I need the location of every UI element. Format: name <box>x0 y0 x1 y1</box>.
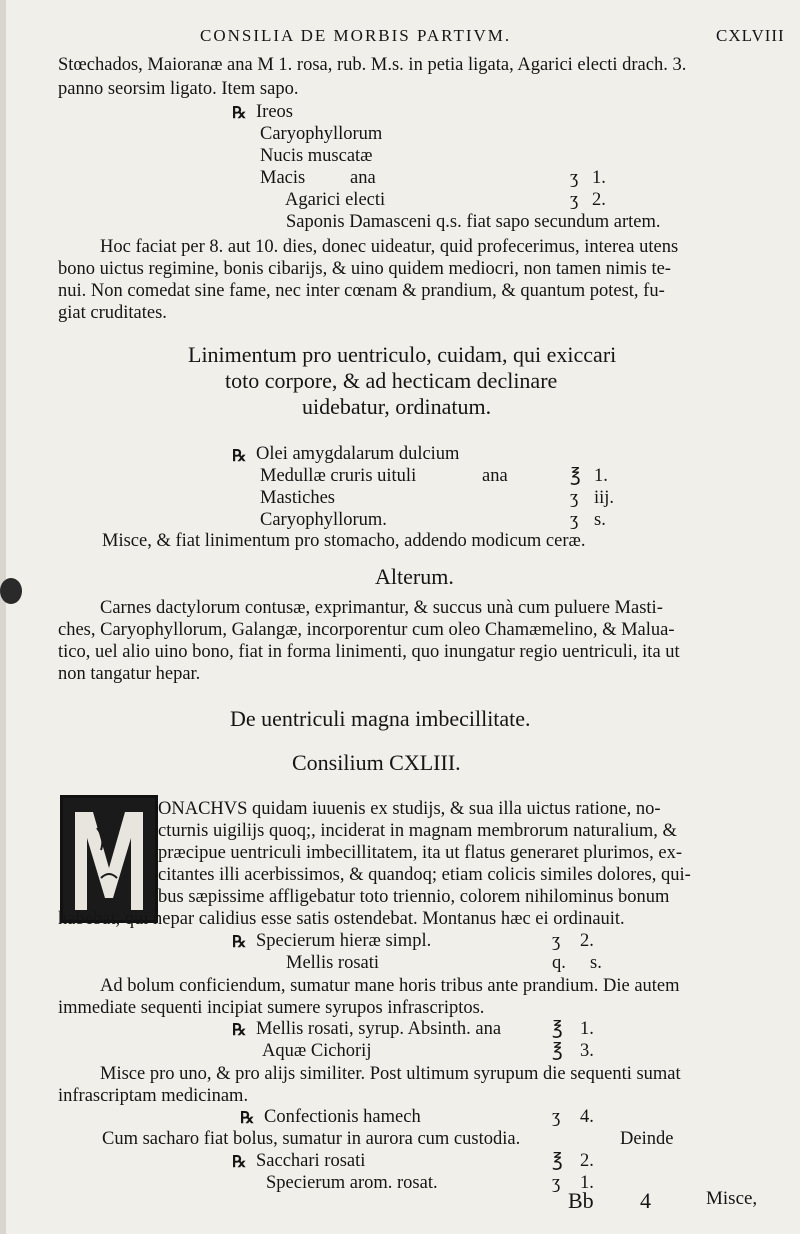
dose-qty: 1. <box>592 168 606 188</box>
dose-symbol: ℥ <box>552 1019 563 1039</box>
dose-symbol: ʒ <box>552 1173 561 1193</box>
text-line: Misce, & fiat linimentum pro stomacho, addendo modicum ceræ. <box>102 531 586 551</box>
dose-symbol: ℥ <box>552 1151 563 1171</box>
ingredient: Caryophyllorum <box>260 124 383 144</box>
text-line: Deinde <box>620 1129 674 1149</box>
dose-symbol: ʒ <box>552 931 561 951</box>
section-heading: Linimentum pro uentriculo, cuidam, qui exiccari <box>188 342 617 367</box>
text-line: non tangatur hepar. <box>58 664 201 684</box>
text-line: infrascriptam medicinam. <box>58 1086 249 1106</box>
signature-mark: Bb <box>568 1188 594 1213</box>
section-heading: Alterum. <box>375 564 454 589</box>
text-line: ches, Caryophyllorum, Galangæ, incorporentur cum oleo Chamæmelino, & Malua- <box>58 620 675 640</box>
signature-number: 4 <box>640 1188 651 1213</box>
dose-qty: 1. <box>580 1019 594 1039</box>
consilium-heading: Consilium CXLIII. <box>292 750 461 775</box>
dose-symbol: q. <box>552 953 566 973</box>
ingredient: Specierum arom. rosat. <box>266 1173 438 1193</box>
text-line: tico, uel alio uino bono, fiat in forma linimenti, quo inungatur regio uentriculi, ita ut <box>58 642 680 662</box>
dose-qty: 1. <box>594 466 608 486</box>
text-line: Hoc faciat per 8. aut 10. dies, donec uideatur, quid profecerimus, interea utens <box>100 237 679 257</box>
ingredient: Specierum hieræ simpl. <box>256 931 432 951</box>
section-heading: uidebatur, ordinatum. <box>302 394 492 419</box>
text-line: Stœchados, Maioranæ ana M 1. rosa, rub. M.s. in petia ligata, Agarici electi drach. 3. <box>58 55 687 75</box>
ingredient: Olei amygdalarum dulcium <box>256 444 460 464</box>
text-line: præcipue uentriculi imbecillitatem, ita ut flatus generaret plurimos, ex- <box>158 843 682 863</box>
text-line: Carnes dactylorum contusæ, exprimantur, & succus unà cum puluere Masti- <box>100 598 663 618</box>
ingredient: Confectionis hamech <box>264 1107 421 1127</box>
ingredient: Medullæ cruris uituli <box>260 466 417 486</box>
text-line: habebat, qui hepar calidius esse satis ostendebat. Montanus hæc ei ordinauit. <box>58 909 625 929</box>
dose-qty: 2. <box>580 1151 594 1171</box>
dose-symbol: ʒ <box>570 190 579 210</box>
text-line: cturnis uigilijs quoq;, inciderat in magnam membrorum naturalium, & <box>158 821 677 841</box>
dose-symbol: ʒ <box>552 1107 561 1127</box>
recipe-symbol: ℞ <box>232 934 247 951</box>
ana-label: ana <box>350 168 376 188</box>
dose-qty: iij. <box>594 488 615 508</box>
folio-number: CXLVIII <box>716 26 785 45</box>
running-title: CONSILIA DE MORBIS PARTIVM. <box>200 26 512 45</box>
dose-symbol: ʒ <box>570 168 579 188</box>
decorated-initial-m <box>60 795 158 923</box>
dose-qty: 3. <box>580 1041 594 1061</box>
ana-label: ana <box>482 466 508 486</box>
dose-qty: s. <box>594 510 606 530</box>
recipe-symbol: ℞ <box>232 1154 247 1171</box>
recipe-symbol: ℞ <box>232 105 247 122</box>
ingredient: Agarici electi <box>285 190 386 210</box>
text-line: giat cruditates. <box>58 303 167 323</box>
ink-blot <box>0 578 22 604</box>
recipe-symbol: ℞ <box>232 1022 247 1039</box>
dose-symbol: ʒ <box>570 510 579 530</box>
section-heading: toto corpore, & ad hecticam declinare <box>225 368 558 393</box>
section-heading: De uentriculi magna imbecillitate. <box>230 706 531 731</box>
ingredient: Sacchari rosati <box>256 1151 366 1171</box>
text-line: nui. Non comedat sine fame, nec inter cœnam & prandium, & quantum potest, fu- <box>58 281 665 301</box>
initial-ornament-icon <box>63 798 155 920</box>
ingredient: Macis <box>260 168 306 188</box>
dose-symbol: ℥ <box>570 466 581 486</box>
ingredient: Nucis muscatæ <box>260 146 373 166</box>
dose-qty: s. <box>590 953 602 973</box>
recipe-symbol: ℞ <box>240 1110 255 1127</box>
ingredient: Ireos <box>256 102 293 122</box>
dose-qty: 2. <box>592 190 606 210</box>
text-line: citantes illi acerbissimos, & quandoq; etiam colicis similes dolores, qui- <box>158 865 691 885</box>
text-line: immediate sequenti incipiat sumere syrupos infrascriptos. <box>58 998 485 1018</box>
ingredient: Mellis rosati <box>286 953 380 973</box>
text-line: bus sæpissime affligebatur toto triennio, colorem nihilominus bonum <box>158 887 670 907</box>
text-line: bono uictus regimine, bonis cibarijs, & uino quidem mediocri, non tamen nimis te- <box>58 259 671 279</box>
text-line: ONACHVS quidam iuuenis ex studijs, & sua illa uictus ratione, no- <box>158 799 661 819</box>
dose-symbol: ℥ <box>552 1041 563 1061</box>
recipe-symbol: ℞ <box>232 448 247 465</box>
text-line: Misce pro uno, & pro alijs similiter. Post ultimum syrupum die sequenti sumat <box>100 1064 681 1084</box>
text-line: Ad bolum conficiendum, sumatur mane horis tribus ante prandium. Die autem <box>100 976 680 996</box>
catchword: Misce, <box>706 1188 758 1209</box>
dose-symbol: ʒ <box>570 488 579 508</box>
text-line: Cum sacharo fiat bolus, sumatur in aurora cum custodia. <box>102 1129 521 1149</box>
dose-qty: 4. <box>580 1107 594 1127</box>
page-edge-shadow <box>0 0 6 1234</box>
ingredient: Mastiches <box>260 488 336 508</box>
ingredient: Mellis rosati, syrup. Absinth. ana <box>256 1019 502 1039</box>
ingredient: Saponis Damasceni q.s. fiat sapo secundum artem. <box>286 212 661 232</box>
dose-qty: 2. <box>580 931 594 951</box>
ingredient: Aquæ Cichorij <box>262 1041 372 1061</box>
text-line: panno seorsim ligato. Item sapo. <box>58 79 299 99</box>
dose-qty: 1. <box>580 1173 594 1193</box>
ingredient: Caryophyllorum. <box>260 510 387 530</box>
